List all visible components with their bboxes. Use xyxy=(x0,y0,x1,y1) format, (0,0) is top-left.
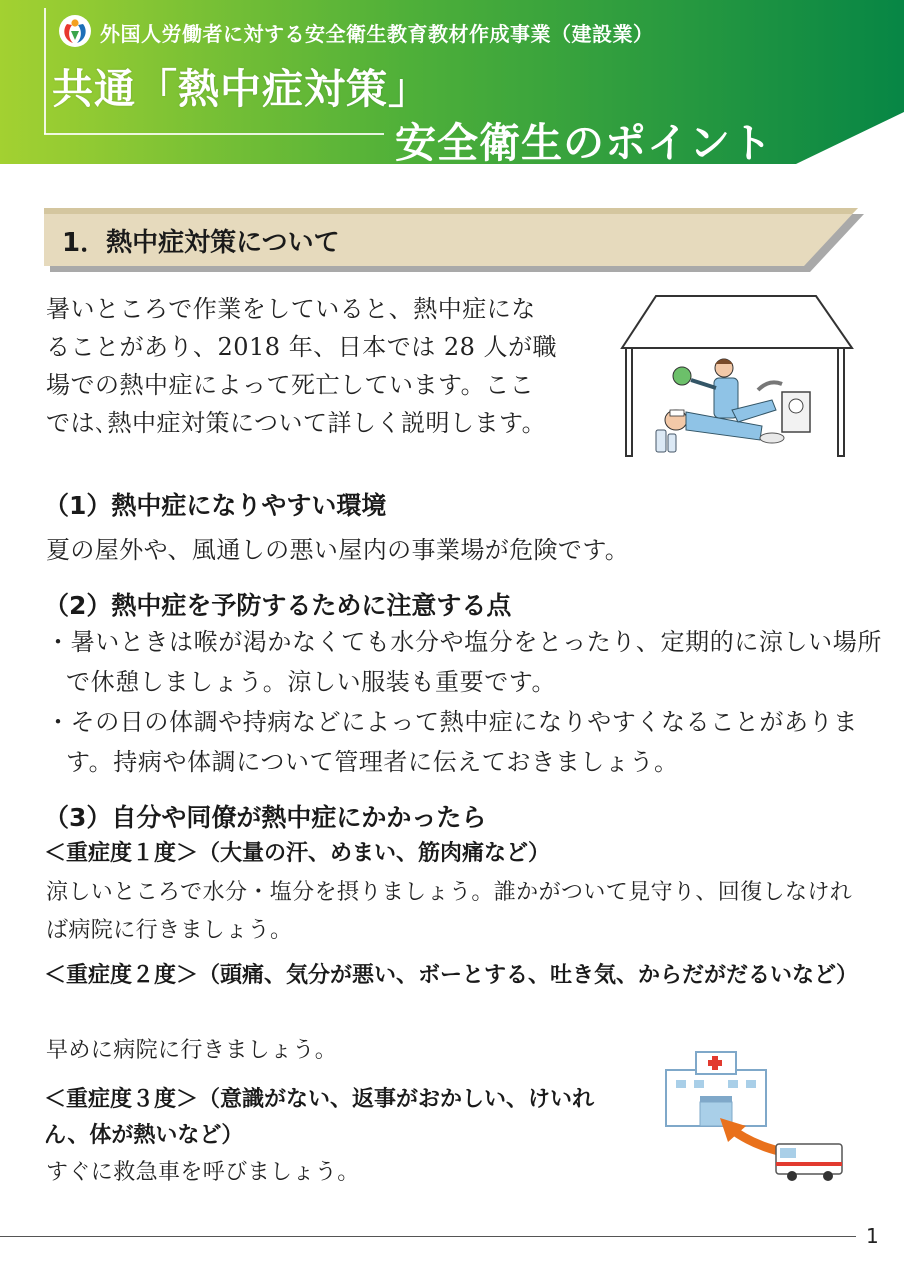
intro-line: 場での熱中症によって死亡しています。ここ xyxy=(46,371,535,399)
header-subtitle: 外国人労働者に対する安全衛生教育教材作成事業（建設業） xyxy=(100,22,654,46)
severity-3-heading: ＜重症度３度＞（意識がない、返事がおかしい、けいれん、体が熱いなど） xyxy=(44,1087,595,1148)
intro-line: では､熱中症対策について詳しく説明します。 xyxy=(46,409,547,437)
shelter-heatstroke-illustration xyxy=(612,292,858,458)
severity-2-heading: ＜重症度２度＞（頭痛、気分が悪い、ボーとする、吐き気、からだがだるいなど） xyxy=(44,963,859,988)
severity-2-text: 早めに病院に行きましょう。 xyxy=(46,1038,338,1063)
subsection-heading-3: （3）自分や同僚が熱中症にかかったら xyxy=(44,803,487,832)
severity-3-text: すぐに救急車を呼びましょう。 xyxy=(46,1160,360,1185)
hospital-ambulance-illustration xyxy=(660,1046,850,1182)
subsection-heading-1: （1）熱中症になりやすい環境 xyxy=(44,491,387,520)
header-rule-vertical xyxy=(44,8,46,134)
header-banner xyxy=(0,0,904,168)
intro-line: ることがあり、2018 年、日本では 28 人が職 xyxy=(46,333,558,361)
severity-1-text: 涼しいところで水分・塩分を摂りましょう。誰かがついて見守り、回復しなければ病院に行きましょう。 xyxy=(46,880,853,943)
subsection-heading-2: （2）熱中症を予防するために注意する点 xyxy=(44,591,512,620)
page-title-line1: 共通「熱中症対策」 xyxy=(52,65,430,113)
footer-rule xyxy=(0,1236,856,1237)
page-title-line2: 安全衛生のポイント xyxy=(395,119,773,167)
bullet-item: ・その日の体調や持病などによって熱中症になりやすくなることがあります。持病や体調について管理者に伝えておきましょう。 xyxy=(46,708,858,776)
subsection-text-1: 夏の屋外や、風通しの悪い屋内の事業場が危険です。 xyxy=(46,536,630,564)
bullet-item: ・暑いときは喉が渇かなくても水分や塩分をとったり、定期的に涼しい場所で休憩しましょう。涼しい服装も重要です。 xyxy=(46,628,882,696)
intro-paragraph xyxy=(46,290,596,442)
header-rule-horizontal xyxy=(44,133,384,135)
severity-1-heading: ＜重症度１度＞（大量の汗、めまい、筋肉痛など） xyxy=(44,841,551,866)
page-number: 1 xyxy=(866,1224,879,1248)
intro-line: 暑いところで作業をしていると、熱中症にな xyxy=(46,295,536,323)
section-title: 1．熱中症対策について xyxy=(62,228,340,258)
logo-icon xyxy=(58,14,92,48)
